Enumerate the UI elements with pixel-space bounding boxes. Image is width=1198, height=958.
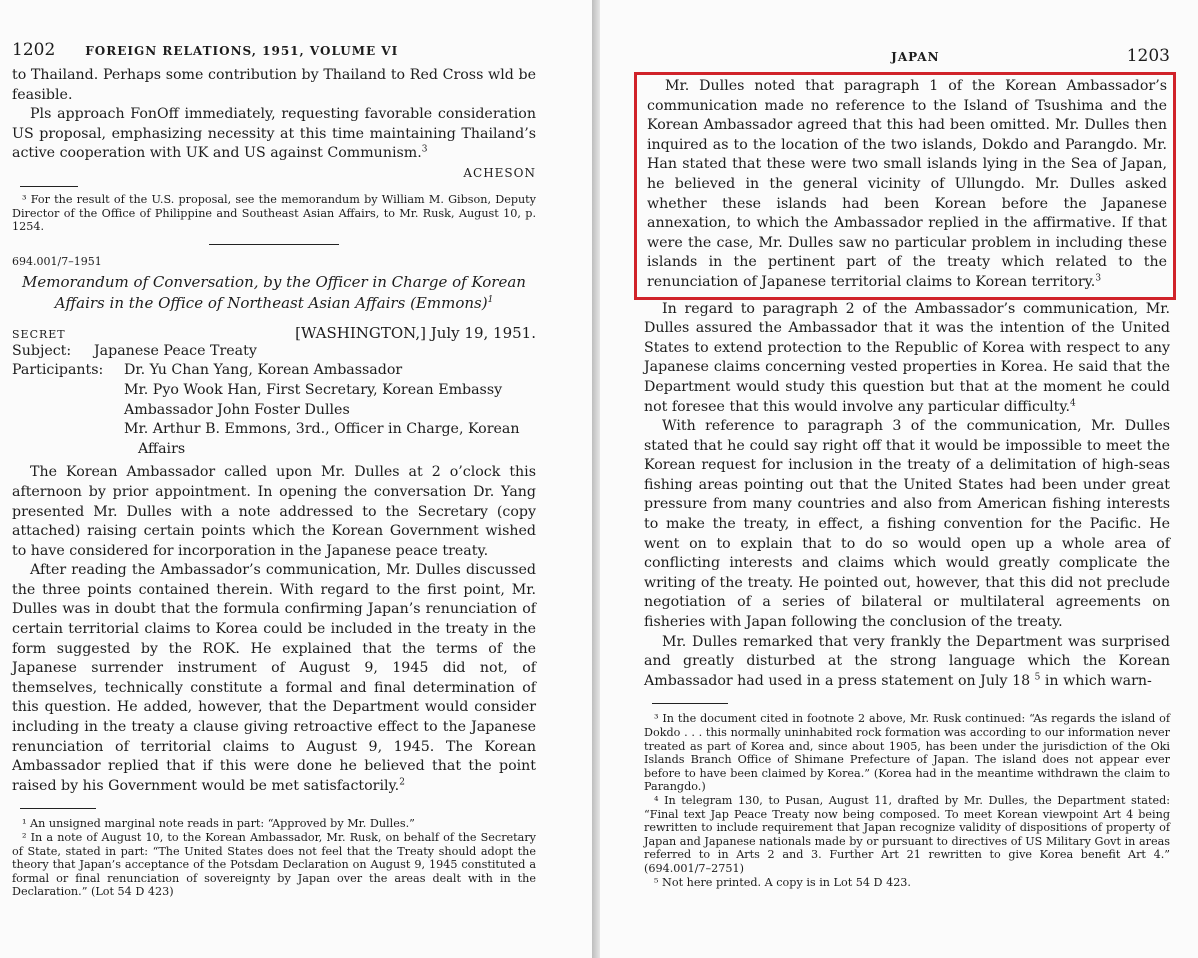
paragraph: After reading the Ambassador’s communication, Mr. Dulles discussed the three points contained therein. With regard to the first point, Mr. Dulles was in doubt that the formula confirming Japan’s renunciation of certain territorial claims to Korea could be included in the treaty in the form suggested by the ROK. He explained that the terms of the Japanese surrender instrument of August 9, 1945 did not, of themselves, technically constitute a formal and final determination of this question. He added, however, that the Department would consider including in the treaty a clause giving retroactive effect to the Japanese renunciation of territorial claims to August 9, 1945. The Korean Ambassador replied that if this were done he believed that the point raised by his Government would be met satisfactorily.$^2$ bbox=[12, 562, 536, 794]
dateline bbox=[12, 324, 536, 342]
subject-line: Subject: Japanese Peace Treaty bbox=[12, 342, 257, 359]
footnote-ref: 4 bbox=[1070, 397, 1076, 408]
page-number: 1202 bbox=[12, 40, 56, 60]
participant: Dr. Yu Chan Yang, Korean Ambassador bbox=[124, 362, 403, 379]
highlighted-paragraph: Mr. Dulles noted that paragraph 1 of the Korean Ambassador’s communication made no reference to the Island of Tsushima and the Korean Ambassador agreed that this had been omitted. Mr. Dulles then inquired as to the location of the two islands, Dokdo and Parangdo. Mr. Han stated that these were two small islands lying in the Sea of Japan, he believed in the general vicinity of Ullungdo. Mr. Dulles asked whether these islands had been Korean before the Japanese annexation, to which the Ambassador replied in the affirmative. If that were the case, Mr. Dulles saw no particular problem in including these islands in the pertinent part of the treaty which related to the renunciation of Japanese territorial claims to Korean territory.$^3$ bbox=[647, 78, 1167, 290]
date: [WASHINGTON,] July 19, 1951. bbox=[295, 323, 536, 342]
footnote-ref: 3 bbox=[421, 144, 428, 155]
footnote: ⁴ In telegram 130, to Pusan, August 11, drafted by Mr. Dulles, the Department stated: “Final text Jap Peace Treaty now being composed. To meet Korean viewpoint Art 4 being rewritten to include requirement that Japan recognize validity of dispositions of property of Japan and Japanese nationals made by or pursuant to directives of US Military Govt in areas referred to in Arts 2 and 3. Further Art 21 rewritten to give Korea benefit Art 4.” (694.001/7–2751) bbox=[644, 793, 1170, 875]
footnote: ³ For the result of the U.S. proposal, see the memorandum by William M. Gibson, Deputy Director of the Office of Philippine and Southeast Asian Affairs, to Mr. Rusk, August 10, p. 1254. bbox=[12, 192, 536, 234]
footnote-divider bbox=[652, 703, 728, 704]
paragraph: Pls approach FonOff immediately, requesting favorable consideration US proposal, emphasizing necessity at this time maintaining Thailand’s active cooperation with UK and US against Communism.$^3$ bbox=[12, 106, 536, 162]
section-divider bbox=[209, 244, 339, 245]
participant: Ambassador John Foster Dulles bbox=[124, 401, 350, 418]
left-page bbox=[0, 0, 592, 958]
paragraph: to Thailand. Perhaps some contribution by Thailand to Red Cross wld be feasible. bbox=[12, 67, 536, 103]
footnote: ² In a note of August 10, to the Korean Ambassador, Mr. Rusk, on behalf of the Secretary of State, stated in part: “The United States does not feel that the Treaty should adopt the theory that Japan’s acceptance of the Potsdam Declaration on August 9, 1945 constituted a formal or final renunciation of sovereignty by Japan over the areas dealt with in the Declaration.” (Lot 54 D 423) bbox=[12, 831, 536, 899]
paragraph: In regard to paragraph 2 of the Ambassador’s communication, Mr. Dulles assured the Ambassador that it was the intention of the United States to extend protection to the Republic of Korea with respect to any Japanese claims concerning vested properties in Korea. He said that the Department would study this question but that at the moment he could not foresee that this would involve any particular difficulty.$^4$ bbox=[644, 300, 1170, 415]
memo-title: Memorandum of Conversation, by the Officer in Charge of Korean Affairs in the Office of Northeast Asian Affairs (Emmons)$^1$ bbox=[22, 272, 526, 312]
left-running-head bbox=[12, 40, 536, 60]
participants: Participants: Dr. Yu Chan Yang, Korean Ambassador Mr. Pyo Wook Han, First Secretary, Korean Embassy Ambassador John Foster Dulles Mr. Arthur B. Emmons, 3rd., Officer in Charge, Korean Affairs bbox=[12, 361, 536, 459]
running-title: JAPAN bbox=[891, 50, 940, 64]
file-number: 694.001/7–1951 bbox=[12, 254, 102, 268]
paragraph: The Korean Ambassador called upon Mr. Dulles at 2 o’clock this afternoon by prior appointment. In opening the conversation Dr. Yang presented Mr. Dulles with a note addressed to the Secretary (copy attached) raising certain points which the Korean Government wished to have considered for incorporation in the Japanese peace treaty. bbox=[12, 464, 536, 559]
footnote-divider bbox=[20, 186, 78, 187]
signature: ACHESON bbox=[463, 165, 536, 180]
highlight-box bbox=[634, 72, 1176, 300]
footnote: ¹ An unsigned marginal note reads in part: “Approved by Mr. Dulles.” bbox=[22, 817, 415, 831]
running-title: FOREIGN RELATIONS, 1951, VOLUME VI bbox=[85, 44, 399, 58]
footnote-ref: 2 bbox=[399, 777, 405, 788]
right-page bbox=[600, 0, 1198, 958]
footnote: ⁵ Not here printed. A copy is in Lot 54 D 423. bbox=[654, 875, 911, 889]
footnote-divider bbox=[20, 808, 96, 809]
footnote-ref: 5 bbox=[1034, 672, 1041, 683]
page-number: 1203 bbox=[1126, 46, 1170, 66]
footnote: ³ In the document cited in footnote 2 above, Mr. Rusk continued: “As regards the island of Dokdo . . . this normally uninhabited rock formation was according to our information never treated as part of Korea and, since about 1905, has been under the jurisdiction of the Oki Islands Branch Office of Shimane Prefecture of Japan. The island does not appear ever before to have been claimed by Korea.” (Korea had in the meantime withdrawn the claim to Parangdo.) bbox=[644, 712, 1170, 794]
participant: Mr. Arthur B. Emmons, 3rd., Officer in Charge, Korean Affairs bbox=[124, 421, 520, 457]
paragraph: With reference to paragraph 3 of the communication, Mr. Dulles stated that he could say right off that it would be impossible to meet the Korean request for inclusion in the treaty of a delimitation of high-seas fishing areas pointing out that the United States had been under great pressure from many countries and also from American fishing interests to make the treaty, in effect, a fishing convention for the Pacific. He went on to explain that to do so would open up a whole area of conflicting interests and claims which would greatly complicate the writing of the treaty. He pointed out, however, that this did not preclude negotiation of a series of bilateral or multilateral agreements on fisheries with Japan following the conclusion of the treaty. bbox=[644, 418, 1170, 631]
book-gutter bbox=[592, 0, 600, 958]
participant: Mr. Pyo Wook Han, First Secretary, Korean Embassy bbox=[124, 381, 503, 398]
paragraph: Mr. Dulles remarked that very frankly the Department was surprised and greatly disturbed at the strong language which the Korean Ambassador had used in a press statement on July 18 $^5$ in which warn- bbox=[644, 633, 1170, 689]
right-running-head bbox=[644, 46, 1170, 66]
footnote-ref: 3 bbox=[1095, 273, 1102, 284]
classification: SECRET bbox=[12, 327, 66, 341]
